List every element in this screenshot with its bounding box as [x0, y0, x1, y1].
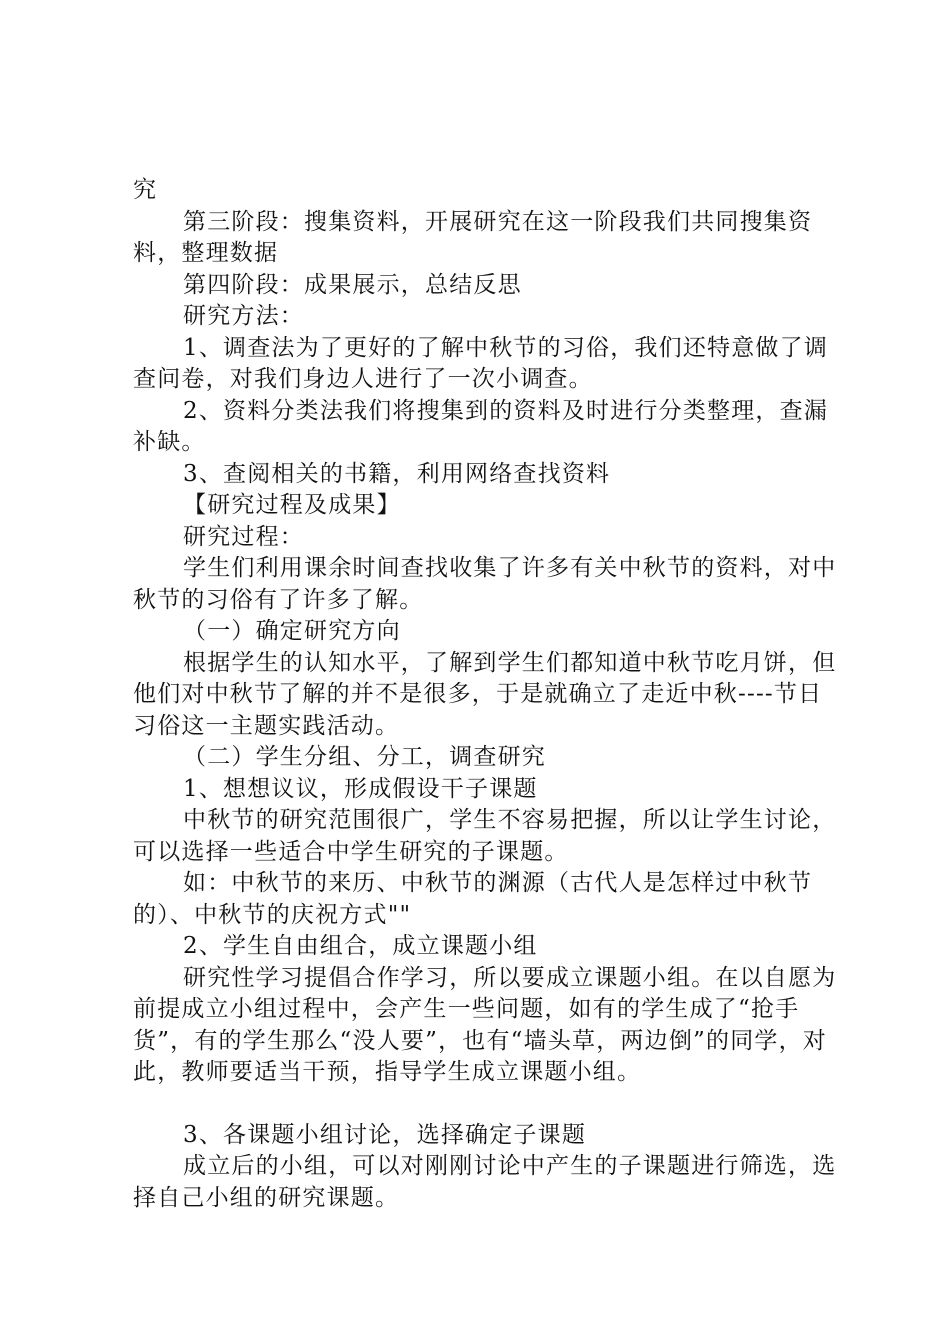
- paragraph-scope: 中秋节的研究范围很广，学生不容易把握，所以让学生讨论，可以选择一些适合中学生研究的子课题。: [133, 807, 837, 865]
- paragraph-students-collect: 学生们利用课余时间查找收集了许多有关中秋节的资料，对中秋节的习俗有了许多了解。: [133, 555, 837, 613]
- paragraph-stage-three: 第三阶段：搜集资料，开展研究在这一阶段我们共同搜集资料，整理数据: [133, 208, 813, 266]
- paragraph-examples: 如：中秋节的来历、中秋节的渊源（古代人是怎样过中秋节的）、中秋节的庆祝方式"": [133, 870, 813, 928]
- paragraph-group-selection: 成立后的小组，可以对刚刚讨论中产生的子课题进行筛选，选择自己小组的研究课题。: [133, 1153, 837, 1211]
- heading-research-process: 研究过程：: [183, 523, 304, 550]
- subheading-grouping: （二）学生分组、分工，调查研究: [183, 744, 546, 770]
- paragraph-spacer: [133, 1089, 838, 1120]
- paragraph-method-reference: 3、查阅相关的书籍，利用网络查找资料: [183, 460, 611, 487]
- paragraph-method-survey: 1、调查法为了更好的了解中秋节的习俗，我们还特意做了调查问卷，对我们身边人进行了一次小调查。: [133, 334, 829, 392]
- paragraph-stage-four: 第四阶段：成果展示，总结反思: [183, 271, 522, 298]
- document-body: [133, 175, 838, 1214]
- paragraph-step-two: 2、学生自由组合，成立课题小组: [183, 933, 538, 959]
- paragraph-method-classification: 2、资料分类法我们将搜集到的资料及时进行分类整理，查漏补缺。: [133, 397, 829, 455]
- paragraph-continuation: 究: [133, 177, 158, 203]
- paragraph-cooperative-learning: 研究性学习提倡合作学习，所以要成立课题小组。在以自愿为前提成立小组过程中，会产生一些问题，如有的学生成了“抢手货”，有的学生那么“没人要”，也有“墙头草，两边倒”的同学，对此，教师要适当干预，指导学生成立课题小组。: [133, 964, 837, 1085]
- subheading-direction: （一）确定研究方向: [183, 618, 401, 644]
- heading-process-results: 【研究过程及成果】: [183, 492, 401, 518]
- heading-research-methods: 研究方法：: [183, 303, 304, 329]
- paragraph-step-one: 1、想想议议，形成假设干子课题: [183, 775, 538, 802]
- paragraph-step-three: 3、各课题小组讨论，选择确定子课题: [183, 1121, 587, 1148]
- paragraph-direction-detail: 根据学生的认知水平，了解到学生们都知道中秋节吃月饼，但他们对中秋节了解的并不是很多，于是就确立了走近中秋----节日习俗这一主题实践活动。: [133, 649, 837, 739]
